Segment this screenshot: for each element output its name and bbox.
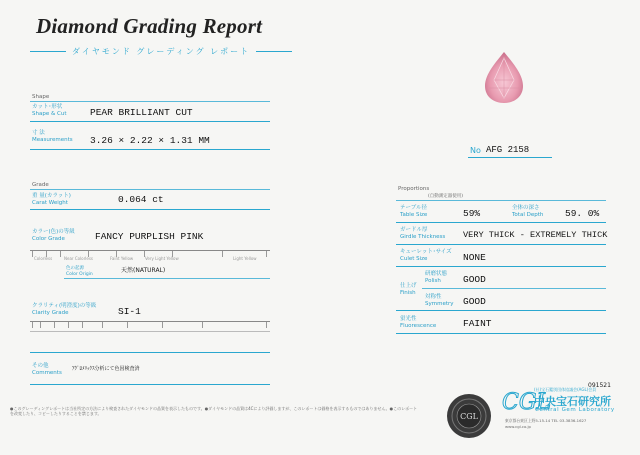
carat-value: 0.064 ct bbox=[118, 194, 164, 205]
measurements-label bbox=[32, 130, 73, 144]
clarity-label-en: Clarity Grade bbox=[32, 310, 69, 316]
divider bbox=[30, 121, 270, 122]
color-scale-label: Faint Yellow bbox=[110, 256, 134, 261]
symmetry-label bbox=[425, 294, 454, 308]
comments-label bbox=[32, 363, 62, 377]
divider bbox=[30, 331, 270, 332]
table-size-value: 59% bbox=[463, 208, 481, 219]
pear-diamond-icon bbox=[478, 50, 530, 106]
shape-value: PEAR BRILLIANT CUT bbox=[90, 107, 193, 118]
symmetry-label-jp: 対称性 bbox=[425, 294, 442, 300]
report-title: Diamond Grading Report bbox=[36, 14, 263, 38]
clarity-label-jp: クラリティ(明澄度)の等級 bbox=[32, 303, 97, 309]
girdle-label-jp: ガードル厚 bbox=[400, 227, 428, 233]
comments-label-jp: その他 bbox=[32, 363, 49, 369]
divider bbox=[396, 200, 606, 201]
org-web: www.cgl.co.jp bbox=[505, 424, 531, 429]
subtitle-text: ダイヤモンド グレーディング レポート bbox=[72, 47, 251, 56]
divider bbox=[30, 101, 270, 102]
color-scale-label: Near Colorless bbox=[64, 256, 94, 261]
report-subtitle bbox=[30, 46, 270, 57]
shape-label-jp: カット･形状 bbox=[32, 104, 63, 110]
color-grade-label bbox=[32, 229, 75, 243]
color-origin-value: 天然(NATURAL) bbox=[121, 267, 166, 274]
table-size-label-en: Table Size bbox=[400, 212, 428, 218]
logo-text: CGL bbox=[502, 390, 552, 415]
measurements-value: 3.26 × 2.22 × 1.31 MM bbox=[90, 135, 210, 146]
color-scale-label: Very Light Yellow bbox=[145, 256, 179, 261]
divider bbox=[396, 266, 606, 267]
culet-label-en: Culet Size bbox=[400, 256, 428, 262]
comments-value: ｱｸﾞﾛﾒﾘｯｸｽ分析にて色因検査済 bbox=[72, 366, 140, 372]
color-grade-label-en: Color Grade bbox=[32, 236, 65, 242]
fluorescence-label-en: Fluorescence bbox=[400, 323, 437, 329]
section-shape: Shape bbox=[32, 94, 50, 100]
table-size-label-jp: テーブル径 bbox=[400, 205, 428, 211]
polish-label-jp: 研磨状態 bbox=[425, 271, 448, 277]
proportions-note: (自動測定器使用) bbox=[428, 194, 464, 199]
color-origin-label-jp: 色の起源 bbox=[66, 266, 84, 271]
divider bbox=[30, 384, 270, 385]
divider bbox=[30, 149, 270, 150]
clarity-value: SI-1 bbox=[118, 306, 141, 317]
org-name-en: Central Gem Laboratory bbox=[535, 407, 615, 413]
divider bbox=[396, 333, 606, 334]
symmetry-value: GOOD bbox=[463, 296, 486, 307]
finish-label-en: Finish bbox=[400, 290, 416, 296]
org-address: 東京都台東区上野5-15-14 TEL 03-3836-1627 bbox=[505, 418, 587, 423]
report-number-label: No bbox=[470, 146, 481, 155]
finish-label-jp: 仕上げ bbox=[400, 283, 417, 289]
polish-label-en: Polish bbox=[425, 278, 441, 284]
org-small: (社)宝石鑑別団体協議会(AGL)会員 bbox=[534, 387, 597, 392]
color-origin-label bbox=[66, 266, 93, 277]
divider bbox=[30, 209, 270, 210]
divider bbox=[422, 288, 606, 289]
divider bbox=[30, 189, 270, 190]
cgl-seal-icon bbox=[446, 393, 492, 439]
carat-label-en: Carat Weight bbox=[32, 200, 68, 206]
cgl-logo-icon bbox=[500, 388, 552, 415]
color-scale-label: Light Yellow bbox=[233, 256, 257, 261]
clarity-label bbox=[32, 303, 96, 317]
girdle-label bbox=[400, 227, 445, 241]
comments-label-en: Comments bbox=[32, 370, 62, 376]
divider bbox=[396, 310, 606, 311]
culet-label-jp: キューレット･サイズ bbox=[400, 249, 452, 255]
divider bbox=[396, 244, 606, 245]
color-grade-label-jp: カラー(色)の等級 bbox=[32, 229, 75, 235]
carat-label-jp: 重 量(カラット) bbox=[32, 193, 71, 199]
report-number-value: AFG 2158 bbox=[486, 145, 530, 155]
clarity-scale-ticks bbox=[32, 322, 268, 328]
report-number-underline bbox=[468, 157, 552, 158]
seal-text: CGL bbox=[460, 412, 478, 421]
table-size-label bbox=[400, 205, 427, 219]
section-grade: Grade bbox=[32, 182, 49, 188]
girdle-label-en: Girdle Thickness bbox=[400, 234, 446, 240]
fluorescence-value: FAINT bbox=[463, 318, 492, 329]
shape-label-en: Shape & Cut bbox=[32, 111, 67, 117]
culet-value: NONE bbox=[463, 252, 486, 263]
culet-label bbox=[400, 249, 452, 263]
symmetry-label-en: Symmetry bbox=[425, 301, 454, 307]
divider bbox=[396, 222, 606, 223]
total-depth-label-en: Total Depth bbox=[512, 212, 544, 218]
divider bbox=[30, 352, 270, 353]
girdle-value: VERY THICK - EXTREMELY THICK bbox=[463, 230, 608, 240]
color-grade-value: FANCY PURPLISH PINK bbox=[95, 231, 204, 242]
section-proportions: Proportions bbox=[398, 186, 430, 192]
shape-label bbox=[32, 104, 67, 118]
total-depth-label bbox=[512, 205, 543, 219]
org-name-jp: 中央宝石研究所 bbox=[534, 395, 611, 408]
fluorescence-label bbox=[400, 316, 436, 330]
finish-label bbox=[400, 283, 417, 297]
divider bbox=[64, 278, 270, 279]
measurements-label-jp: 寸 法 bbox=[32, 130, 45, 136]
measurements-label-en: Measurements bbox=[32, 137, 73, 143]
fluorescence-label-jp: 蛍光性 bbox=[400, 316, 417, 322]
footer-notes: ●このグレーディングレポートは当社所定の方法により検査されたダイヤモンドの品質を表示したものです。●ダイヤモンドの品質は4Cにより評価しますが、このレポートは価格を表示するものではありません。●このレポートを改変したり、コピーしたりすることを禁じます。 bbox=[10, 406, 418, 417]
polish-value: GOOD bbox=[463, 274, 486, 285]
carat-label bbox=[32, 193, 71, 207]
total-depth-label-jp: 全体の深さ bbox=[512, 205, 540, 211]
color-scale-label: Colorless bbox=[34, 256, 53, 261]
color-origin-label-en: Color Origin bbox=[66, 271, 93, 277]
serial-number: 091521 bbox=[588, 382, 611, 389]
polish-label bbox=[425, 271, 447, 285]
total-depth-value: 59. 0% bbox=[565, 208, 600, 219]
